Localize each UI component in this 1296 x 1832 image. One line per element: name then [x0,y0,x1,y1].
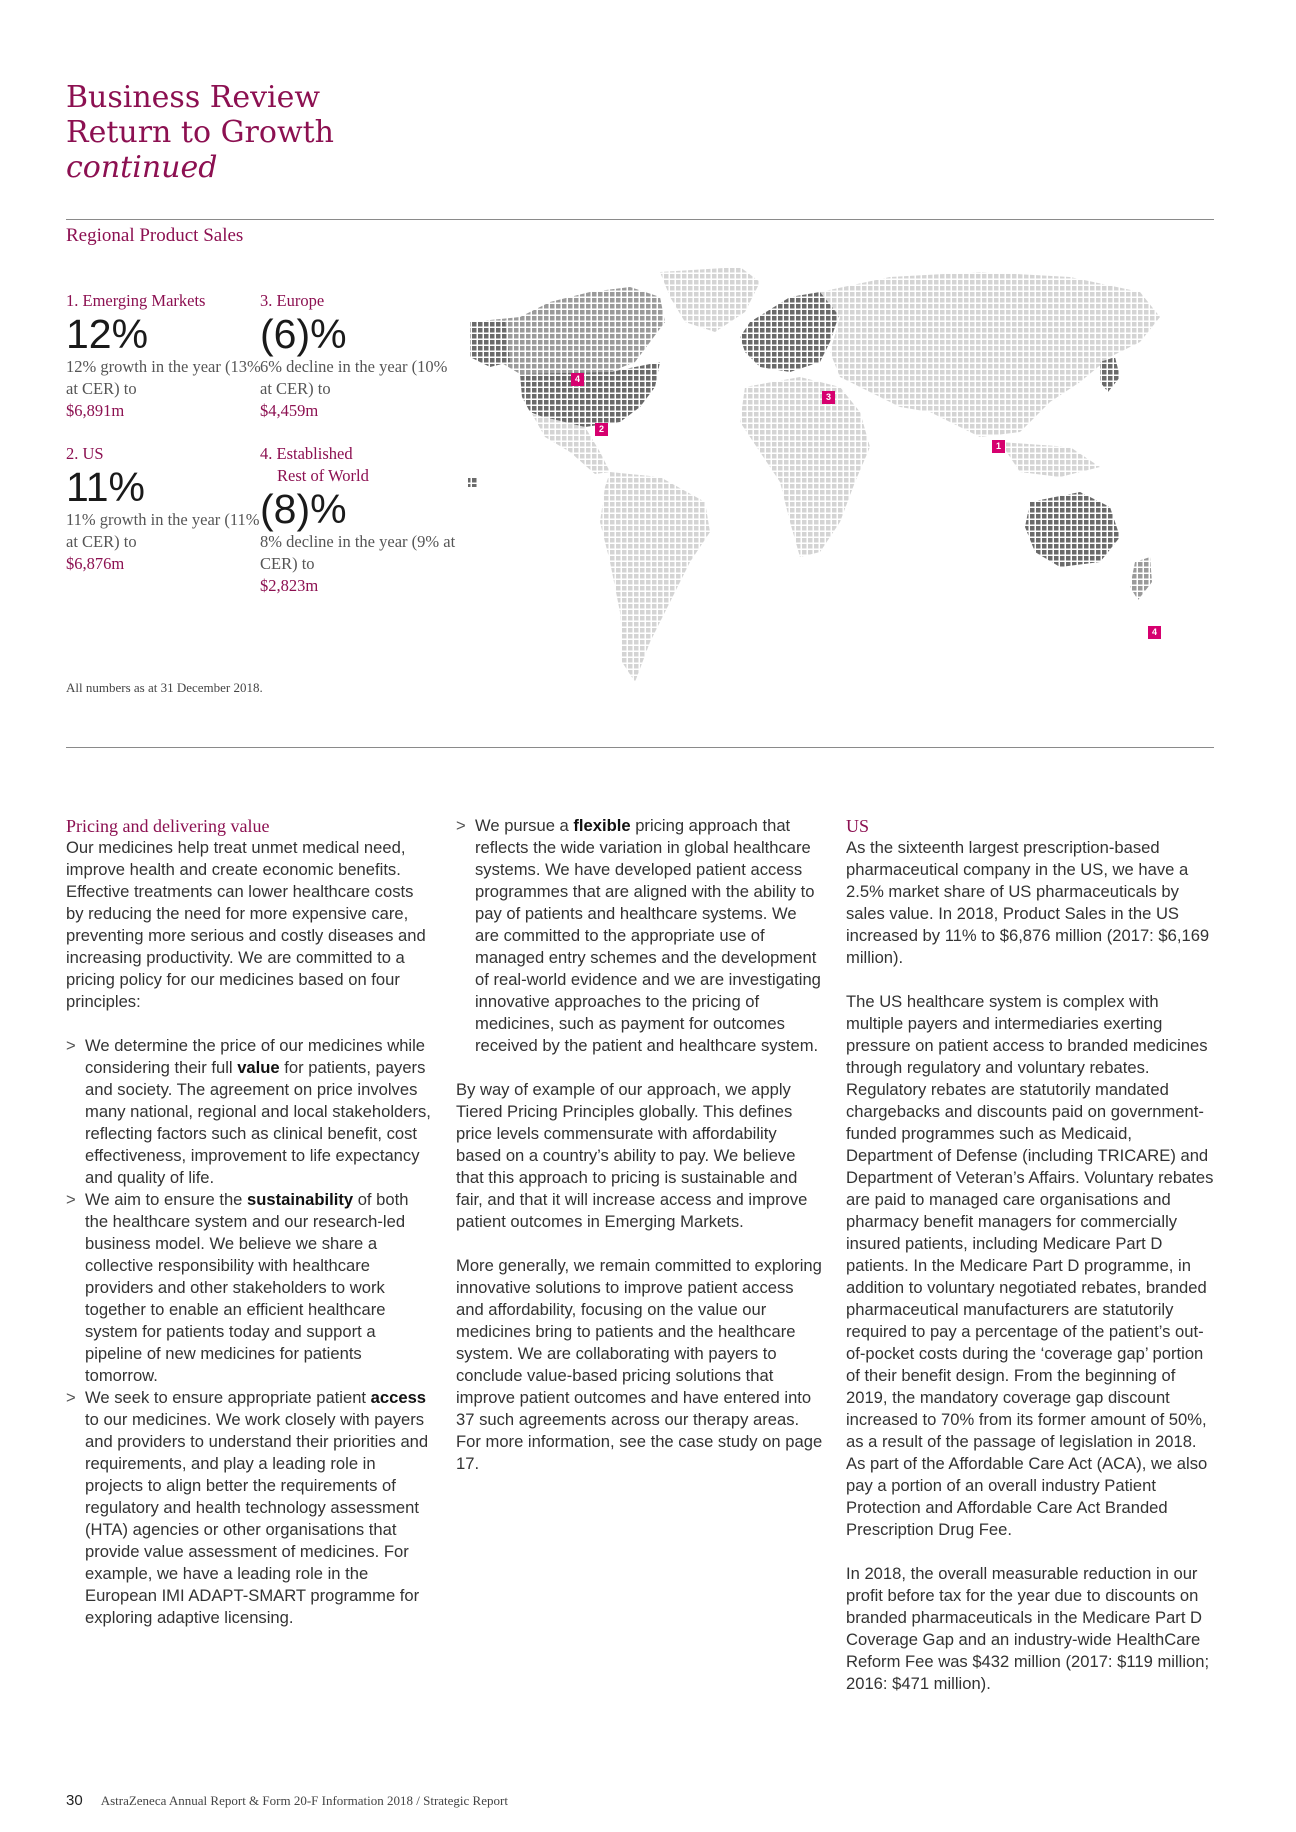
us-heading: US [846,816,870,836]
page-title [66,80,334,185]
chevron-right-icon: > [456,816,466,835]
stat-label: 1. Emerging Markets [66,291,206,310]
stat-established-rest-of-world [260,443,460,597]
list-item: > We determine the price of our medicines while considering their full value for patients, payers and society. The agreement on price involves many national, regional and local stakeholders, reflecting factors such as clinical benefit, cost effectiveness, improvement to life expectancy and quality of life. [66,1036,431,1187]
map-southeast-asia [1000,442,1100,477]
stat-desc: 6% decline in the year (10% at CER) to [260,357,448,398]
innovative-solutions-paragraph: More generally, we remain committed to exploring innovative solutions to improve patient access and affordability, focusing on the value our medicines bring to patients and the healthcare system. We are collaborating with payers to conclude value-based pricing solutions that improve patient outcomes and have entered into 37 such agreements across our therapy areas. For more information, see the case study on page 17. [456,1256,823,1473]
us-paragraph-1: As the sixteenth largest prescription-based pharmaceutical company in the US, we have a 2.5% market share of US pharmaceuticals by sales value. In 2018, Product Sales in the US increased by 11% to $6,876 million (2017: $6,169 million). [846,838,1210,967]
stat-label: 4. Established [260,444,353,463]
list-item: > We pursue a flexible pricing approach that reflects the wide variation in global healthcare systems. We have developed patient access programmes that are aligned with the ability to pay of patients and healthcare systems. We are committed to the appropriate use of managed entry schemes and the development of real-world evidence and we are investigating innovative approaches to the pricing of medicines, such as payment for outcomes received by the patient and healthcare system. [456,816,821,1055]
stat-us [66,443,266,575]
pricing-intro: Our medicines help treat unmet medical need, improve health and create economic benefits. Effective treatments can lower healthcare costs by reducing the need for more expensive care, preventing more serious and costly diseases and increasing productivity. We are committed to a pricing policy for our medicines based on four principles: [66,838,426,1011]
stat-desc: 11% growth in the year (11% at CER) to [66,510,260,551]
stat-emerging-markets [66,290,266,422]
stat-value: 12% [66,311,149,357]
mid-divider [66,747,1214,748]
column-pricing-continued [456,815,824,1497]
us-paragraph-3: In 2018, the overall measurable reduction in our profit before tax for the year due to discounts on branded pharmaceuticals in the Medicare Part D Coverage Gap and an industry-wide HealthCare Reform Fee was $432 million (2017: $119 million; 2016: $471 million). [846,1564,1210,1693]
map-marker-emerging: 1 [992,440,1005,453]
page-number: 30 [66,1792,83,1809]
map-marker-us: 2 [595,423,608,436]
stat-amount: $6,891m [66,401,125,420]
stat-label: 3. Europe [260,291,325,310]
stat-label: 2. US [66,444,104,463]
stat-amount: $6,876m [66,554,125,573]
top-divider [66,219,1214,220]
map-australia [1025,492,1120,567]
list-item: > We seek to ensure appropriate patient access to our medicines. We work closely with payers and providers to understand their priorities and requirements, and play a leading role in projects to align better the requirements of regulatory and health technology assessment (HTA) agencies or other organisations that provide value assessment of medicines. For example, we have a leading role in the European IMI ADAPT-SMART programme for exploring adaptive licensing. [66,1388,429,1627]
column-pricing [66,815,434,1651]
map-marker-australia: 4 [1148,626,1161,639]
map-africa [740,377,870,557]
chevron-right-icon: > [66,1036,76,1055]
us-paragraph-2: The US healthcare system is complex with multiple payers and intermediaries exerting pressure on patient access to branded medicines through regulatory and voluntary rebates. Regulatory rebates are statutorily mandated chargebacks and discounts paid on government-funded programmes such as Medicaid, Department of Defense (including TRICARE) and Department of Veteran’s Affairs. Voluntary rebates are paid to managed care organisations and pharmacy benefit managers for commercially insured patients, including Medicare Part D patients. In the Medicare Part D programme, in addition to voluntary negotiated rebates, branded pharmaceutical manufacturers are statutorily required to pay a percentage of the patient’s out-of-pocket costs during the ‘coverage gap’ portion of their benefit design. From the beginning of 2019, the mandatory coverage gap discount increased to 70% from its former amount of 50%, as a result of the passage of legislation in 2018. As part of the Affordable Care Act (ACA), we also pay a portion of an overall industry Patient Protection and Affordable Care Act Branded Prescription Drug Fee. [846,992,1214,1539]
stat-value: 11% [66,464,146,510]
map-marker-canada: 4 [571,373,584,386]
map-alaska [470,320,510,367]
column-us [846,815,1218,1717]
page-footer [66,1792,508,1809]
chevron-right-icon: > [66,1190,76,1209]
stat-amount: $2,823m [260,576,319,595]
footer-text: AstraZeneca Annual Report & Form 20-F Information 2018 / Strategic Report [100,1793,508,1808]
stat-value: (6)% [260,311,347,357]
stat-value: (8)% [260,486,347,532]
stat-amount: $4,459m [260,401,319,420]
map-hawaii [468,477,478,487]
world-map [460,262,1200,702]
stat-label-continued: Rest of World [277,466,369,485]
title-line-1: Business Review [66,80,321,115]
map-greenland [660,267,760,332]
map-marker-europe: 3 [822,391,835,404]
stats-note: All numbers as at 31 December 2018. [66,680,263,695]
map-asia [820,272,1160,437]
stat-desc: 12% growth in the year (13% at CER) to [66,357,261,398]
tiered-pricing-paragraph: By way of example of our approach, we apply Tiered Pricing Principles globally. This defines price levels commensurate with affordability based on a country’s ability to pay. We believe that this approach to pricing is sustainable and fair, and that it will increase access and improve patient outcomes in Emerging Markets. [456,1080,808,1231]
map-europe [740,292,840,372]
list-item: > We aim to ensure the sustainability of both the healthcare system and our research-led business model. We believe we share a collective responsibility with healthcare providers and other stakeholders to work together to enable an efficient healthcare system for patients today and support a pipeline of new medicines for patients tomorrow. [66,1190,409,1385]
title-line-3: continued [66,150,218,185]
section-title: Regional Product Sales [66,225,244,246]
stat-europe [260,290,460,422]
pricing-principles-list [66,1035,434,1629]
chevron-right-icon: > [66,1388,76,1407]
pricing-principles-list-continued [456,815,824,1057]
map-south-america [600,472,710,682]
title-line-2: Return to Growth [66,115,334,150]
stat-desc: 8% decline in the year (9% at CER) to [260,532,456,573]
map-japan [1100,357,1120,392]
pricing-heading: Pricing and delivering value [66,816,270,836]
map-new-zealand [1130,557,1152,600]
